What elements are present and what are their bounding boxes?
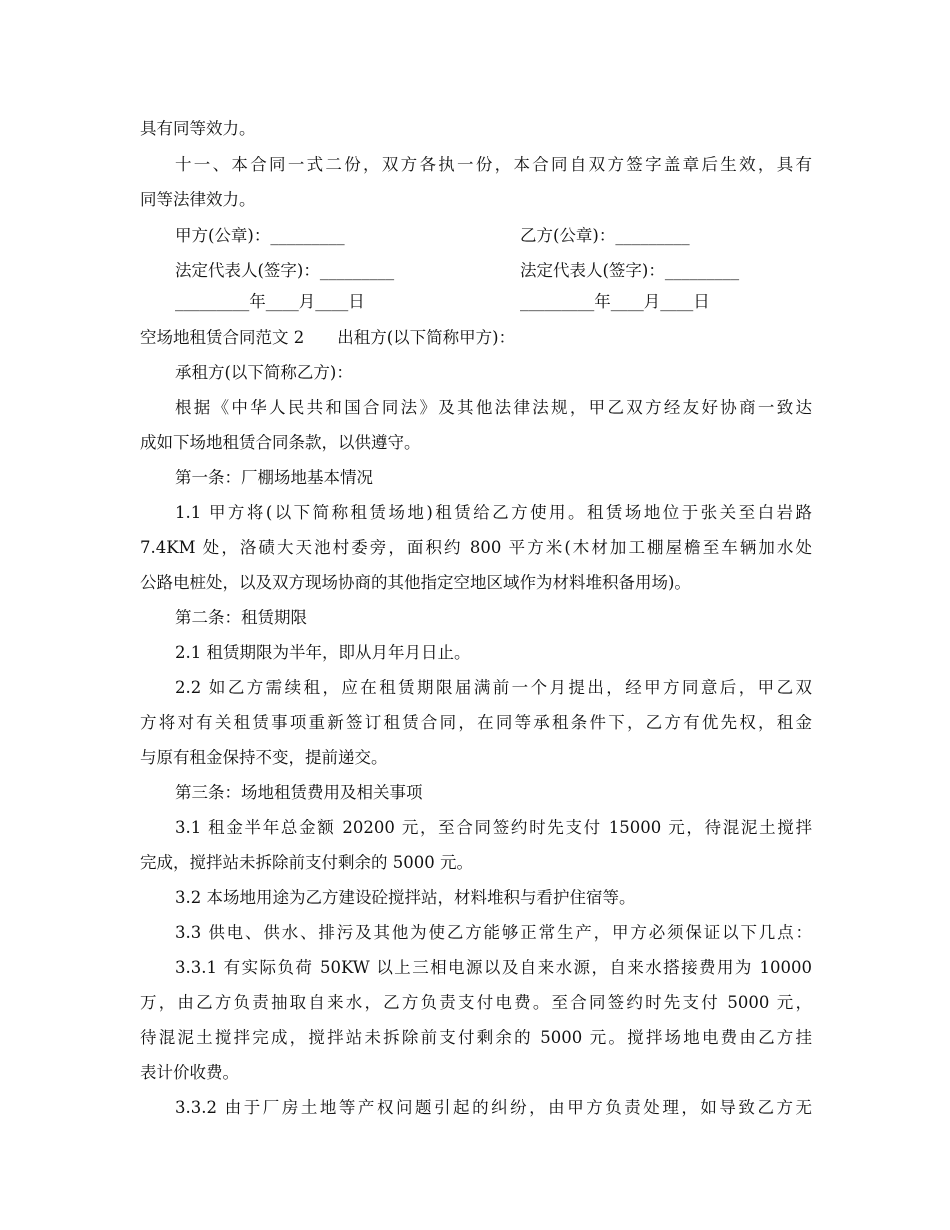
clause-3-3-1-line-3: 待混泥土搅拌完成，搅拌站未拆除前支付剩余的 5000 元。搅拌场地电费由乙方挂: [140, 1028, 812, 1047]
clause-3-3-1-line-2: 万，由乙方负责抽取自来水，乙方负责支付电费。至合同签约时先支付 5000 元，: [140, 993, 812, 1012]
text-line: 具有同等效力。: [140, 119, 256, 138]
clause-3-3: 3.3 供电、供水、排污及其他为使乙方能够正常生产，甲方必须保证以下几点：: [175, 923, 812, 942]
article-3-heading: 第三条：场地租赁费用及相关事项: [175, 783, 423, 802]
clause-1-1-line-3: 公路电桩处，以及双方现场协商的其他指定空地区域作为材料堆积备用场)。: [140, 573, 691, 592]
clause-11-line-1: 十一、本合同一式二份，双方各执一份，本合同自双方签字盖章后生效，具有: [175, 155, 812, 174]
party-a-representative: 法定代表人(签字)：_________: [175, 261, 395, 280]
party-b-seal: 乙方(公章)：_________: [520, 226, 690, 245]
clause-3-2: 3.2 本场地用途为乙方建设砼搅拌站，材料堆积与看护住宿等。: [175, 888, 636, 907]
clause-2-1: 2.1 租赁期限为半年，即从月年月日止。: [175, 643, 471, 662]
article-2-heading: 第二条：租赁期限: [175, 608, 307, 627]
clause-11-line-2: 同等法律效力。: [140, 190, 256, 209]
article-1-heading: 第一条：厂棚场地基本情况: [175, 468, 373, 487]
clause-2-2-line-2: 方将对有关租赁事项重新签订租赁合同，在同等承租条件下，乙方有优先权，租金: [140, 713, 812, 732]
clause-3-3-1-line-1: 3.3.1 有实际负荷 50KW 以上三相电源以及自来水源，自来水搭接费用为 10000: [175, 958, 812, 977]
clause-2-2-line-1: 2.2 如乙方需续租，应在租赁期限届满前一个月提出，经甲方同意后，甲乙双: [175, 678, 812, 697]
party-b-date: _________年____月____日: [520, 292, 710, 311]
clause-3-1-line-2: 完成，搅拌站未拆除前支付剩余的 5000 元。: [140, 853, 473, 872]
party-b-representative: 法定代表人(签字)：_________: [520, 261, 740, 280]
preamble-line-1: 根据《中华人民共和国合同法》及其他法律法规，甲乙双方经友好协商一致达: [175, 398, 812, 417]
clause-3-3-2-line-1: 3.3.2 由于厂房土地等产权问题引起的纠纷，由甲方负责处理，如导致乙方无: [175, 1098, 812, 1117]
lessee-line: 承租方(以下简称乙方)：: [175, 363, 353, 382]
contract-2-title: 空场地租赁合同范文 2 出租方(以下简称甲方)：: [140, 328, 516, 347]
clause-2-2-line-3: 与原有租金保持不变，提前递交。: [140, 748, 388, 767]
clause-3-1-line-1: 3.1 租金半年总金额 20200 元，至合同签约时先支付 15000 元，待混泥土搅拌: [175, 818, 812, 837]
clause-3-3-1-line-4: 表计价收费。: [140, 1063, 239, 1082]
party-a-seal: 甲方(公章)：_________: [175, 226, 345, 245]
preamble-line-2: 成如下场地租赁合同条款，以供遵守。: [140, 433, 421, 452]
clause-1-1-line-2: 7.4KM 处，洛碛大天池村委旁，面积约 800 平方米(木材加工棚屋檐至车辆加水处: [140, 538, 812, 557]
party-a-date: _________年____月____日: [175, 292, 365, 311]
clause-1-1-line-1: 1.1 甲方将(以下简称租赁场地)租赁给乙方使用。租赁场地位于张关至白岩路: [175, 503, 812, 522]
